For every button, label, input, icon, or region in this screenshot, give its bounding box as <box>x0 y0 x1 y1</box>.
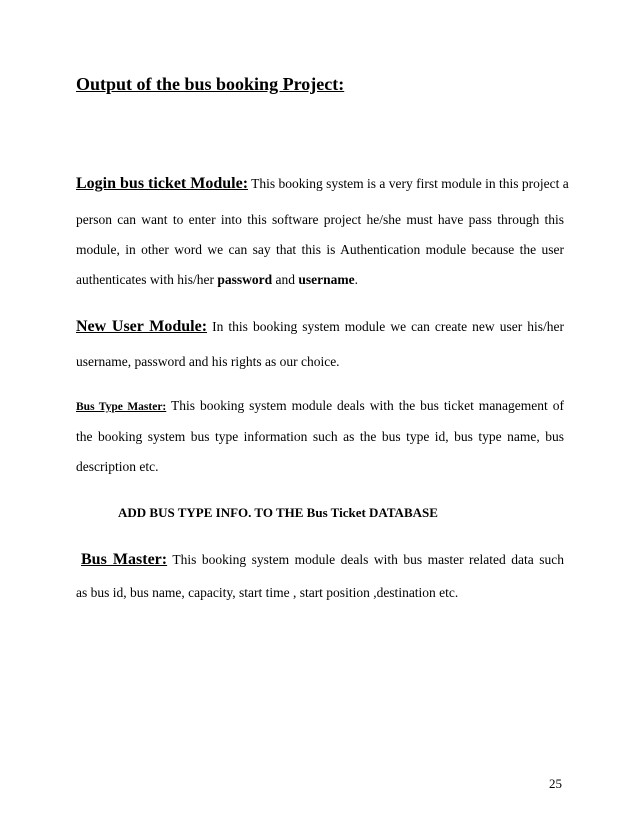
new-user-line-2: username, password and his rights as our choice. <box>76 354 340 369</box>
bus-type-line-3: description etc. <box>76 459 159 474</box>
bus-master-line-1 <box>76 552 564 585</box>
page-title: Output of the bus booking Project: <box>76 74 345 94</box>
login-module-paragraph <box>76 175 569 288</box>
bus-master-text-1: This booking system module deals with bus master related data such <box>172 552 564 567</box>
new-user-line-1 <box>76 318 564 354</box>
bus-type-line-2: the booking system bus type information such as the bus type id, bus type name, bus <box>76 429 564 444</box>
login-text-4a: authenticates with his/her <box>76 272 218 287</box>
login-text-1: This booking system is a very first module in this project a <box>251 176 569 191</box>
password-keyword: password <box>217 272 273 287</box>
login-line-4 <box>76 272 564 288</box>
login-line-1 <box>76 175 569 212</box>
login-line-3: module, in other word we can say that this is Authentication module because the user <box>76 242 564 257</box>
bus-master-line-2: as bus id, bus name, capacity, start time , start position ,destination etc. <box>76 585 459 600</box>
bus-master-paragraph <box>76 552 564 601</box>
bus-type-text-1: This booking system module deals with the bus ticket management of <box>170 398 564 413</box>
add-bus-type-heading: ADD BUS TYPE INFO. TO THE Bus Ticket DATABASE <box>118 505 438 520</box>
bus-master-heading: Bus Master: <box>81 551 168 568</box>
login-line-2: person can want to enter into this software project he/she must have pass through this <box>76 212 564 227</box>
bus-type-master-paragraph <box>76 398 564 475</box>
login-module-heading: Login bus ticket Module: <box>76 175 249 192</box>
bus-type-line-1 <box>76 398 564 429</box>
login-text-4c: . <box>354 272 358 287</box>
bus-type-master-heading: Bus Type Master: <box>76 401 167 413</box>
new-user-module-heading: New User Module: <box>76 318 208 335</box>
new-user-module-paragraph <box>76 318 564 370</box>
username-keyword: username <box>298 272 355 287</box>
page-number: 25 <box>549 776 562 791</box>
login-text-4b: and <box>272 272 299 287</box>
new-user-text-1: In this booking system module we can create new user his/her <box>212 319 564 334</box>
